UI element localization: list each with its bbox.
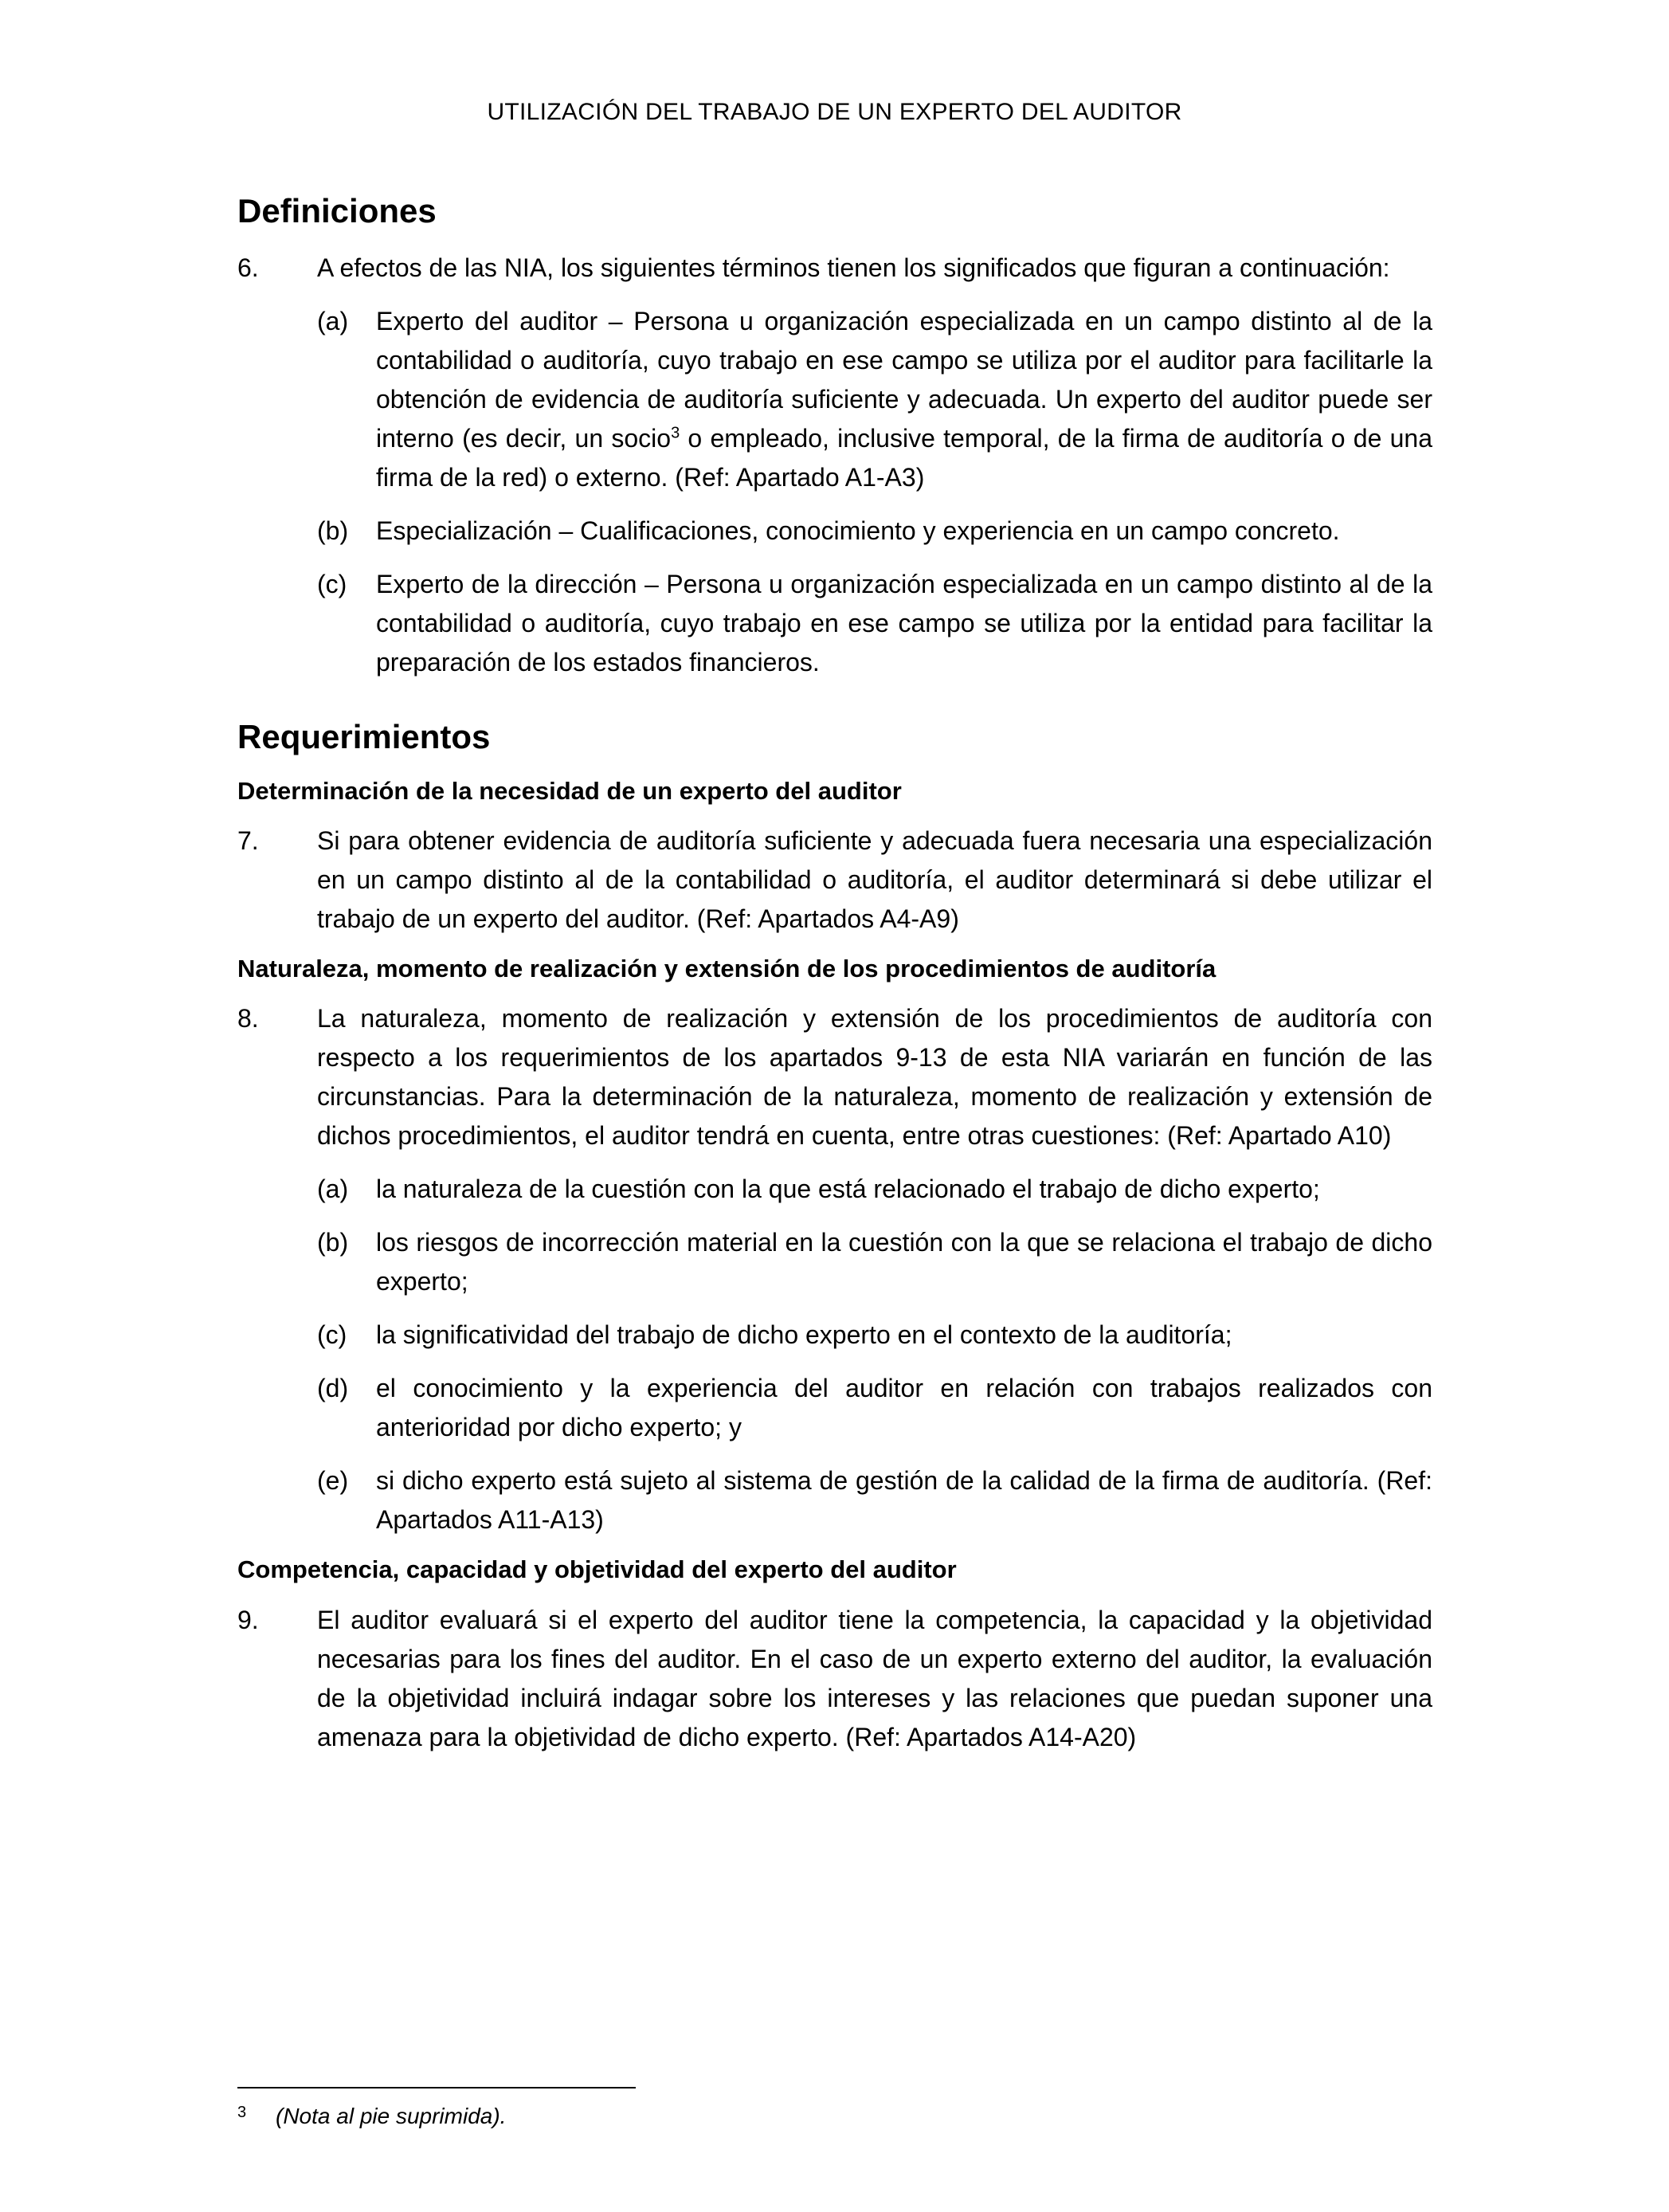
paragraph-text: A efectos de las NIA, los siguientes términos tienen los significados que figuran a continuación: xyxy=(317,253,1390,283)
footnote-reference: 3 xyxy=(671,424,680,442)
footnote-marker: 3 xyxy=(237,2104,247,2121)
item-marker: (a) xyxy=(317,1175,349,1204)
paragraph-8 xyxy=(237,999,1432,1155)
paragraph-number: 8. xyxy=(237,1004,259,1033)
definition-item-c xyxy=(317,565,1432,682)
list-item-c xyxy=(317,1316,1432,1355)
item-text-part: o empleado, inclusive temporal, de la firma de auditoría o de una firma de la red) o externo. (Ref: Apartado A1-A3) xyxy=(376,424,1432,492)
definition-item-a xyxy=(317,302,1432,497)
item-marker: (b) xyxy=(317,1228,349,1257)
item-text: si dicho experto está sujeto al sistema de gestión de la calidad de la firma de auditoría. (Ref: Apartados A11-A13) xyxy=(376,1466,1432,1535)
subheading-necesidad-experto: Determinación de la necesidad de un experto del auditor xyxy=(237,776,902,805)
section-heading-definiciones: Definiciones xyxy=(237,192,437,229)
item-marker: (b) xyxy=(317,516,349,546)
footnote xyxy=(237,2104,506,2129)
item-marker: (c) xyxy=(317,1320,347,1350)
paragraph-7 xyxy=(237,822,1432,939)
list-item-b xyxy=(317,1223,1432,1301)
list-item-d xyxy=(317,1369,1432,1447)
item-text xyxy=(376,302,1432,497)
paragraph-6 xyxy=(237,249,1432,288)
item-text: los riesgos de incorrección material en la cuestión con la que se relaciona el trabajo de dicho experto; xyxy=(376,1228,1432,1296)
item-text: la significatividad del trabajo de dicho experto en el contexto de la auditoría; xyxy=(376,1320,1232,1350)
paragraph-9 xyxy=(237,1601,1432,1757)
paragraph-number: 7. xyxy=(237,826,259,856)
definition-item-b xyxy=(317,512,1432,551)
item-marker: (c) xyxy=(317,570,347,599)
footnote-text: (Nota al pie suprimida). xyxy=(276,2104,507,2128)
item-text-part: Experto del auditor – Persona u organización especializada en un campo distinto al de la contabilidad o auditoría, cuyo trabajo en ese campo se utiliza por el auditor para facilitarle la obtención de evidencia de auditoría suficiente y adecuada. Un experto del auditor puede ser interno (es decir, un socio xyxy=(376,307,1432,453)
paragraph-number: 6. xyxy=(237,253,259,283)
item-text: Experto de la dirección – Persona u organización especializada en un campo distinto al de la contabilidad o auditoría, cuyo trabajo en ese campo se utiliza por la entidad para facilitar la preparación de los estados financieros. xyxy=(376,570,1432,677)
footnote-separator xyxy=(237,2087,636,2088)
paragraph-text: El auditor evaluará si el experto del auditor tiene la competencia, la capacidad y la objetividad necesarias para los fines del auditor. En el caso de un experto externo del auditor, la evaluación de la objetividad incluirá indagar sobre los intereses y las relaciones que puedan suponer una amenaza para la objetividad de dicho experto. (Ref: Apartados A14-A20) xyxy=(317,1605,1432,1751)
paragraph-text: La naturaleza, momento de realización y extensión de los procedimientos de auditoría con respecto a los requerimientos de los apartados 9-13 de esta NIA variarán en función de las circunstancias. Para la determinación de la naturaleza, momento de realización y extensión de dichos procedimientos, el auditor tendrá en cuenta, entre otras cuestiones: (Ref: Apartado A10) xyxy=(317,1004,1432,1151)
section-heading-requerimientos: Requerimientos xyxy=(237,718,491,756)
page-content xyxy=(237,191,1432,1771)
paragraph-number: 9. xyxy=(237,1605,259,1634)
list-item-e xyxy=(317,1461,1432,1539)
item-text: el conocimiento y la experiencia del auditor en relación con trabajos realizados con anterioridad por dicho experto; y xyxy=(376,1374,1432,1442)
item-marker: (e) xyxy=(317,1466,349,1496)
subheading-competencia-objetividad: Competencia, capacidad y objetividad del experto del auditor xyxy=(237,1555,957,1584)
paragraph-text: Si para obtener evidencia de auditoría suficiente y adecuada fuera necesaria una especialización en un campo distinto al de la contabilidad o auditoría, el auditor determinará si debe utilizar el trabajo de un experto del auditor. (Ref: Apartados A4-A9) xyxy=(317,826,1432,934)
item-marker: (d) xyxy=(317,1374,349,1403)
running-header: UTILIZACIÓN DEL TRABAJO DE UN EXPERTO DEL AUDITOR xyxy=(487,99,1182,125)
subheading-naturaleza-procedimientos: Naturaleza, momento de realización y extensión de los procedimientos de auditoría xyxy=(237,955,1216,983)
item-text: Especialización – Cualificaciones, conocimiento y experiencia en un campo concreto. xyxy=(376,516,1340,546)
item-marker: (a) xyxy=(317,307,349,336)
list-item-a xyxy=(317,1170,1432,1209)
item-text: la naturaleza de la cuestión con la que está relacionado el trabajo de dicho experto; xyxy=(376,1175,1320,1204)
